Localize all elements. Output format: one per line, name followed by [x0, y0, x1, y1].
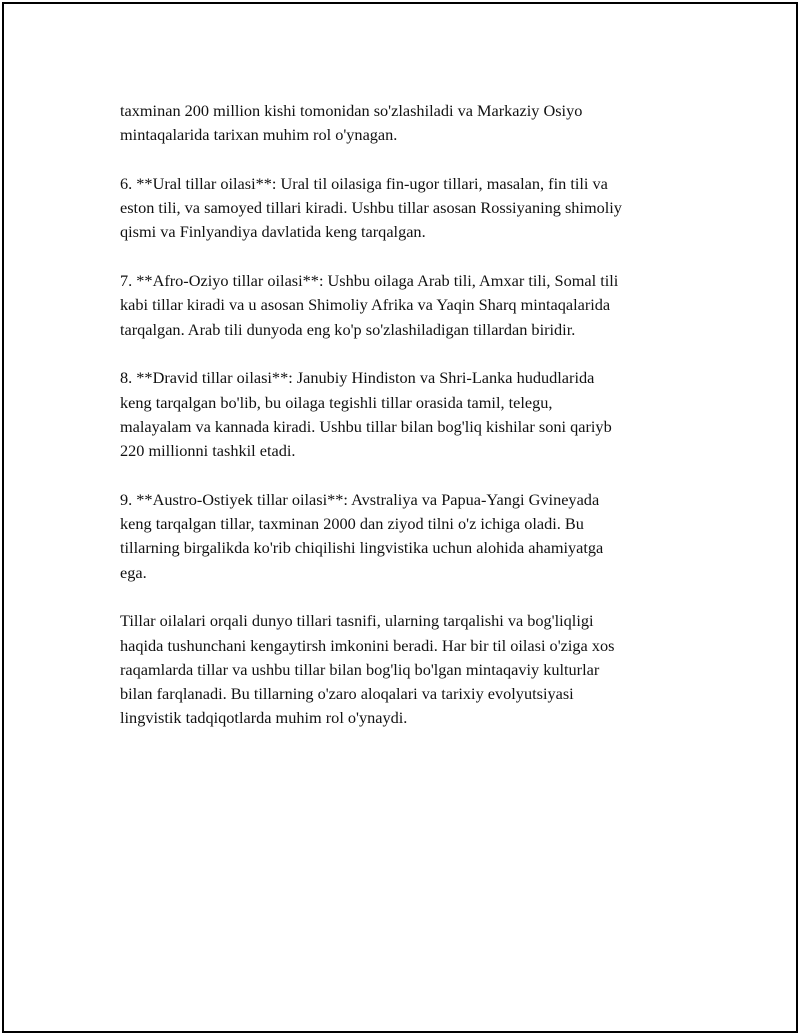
- paragraph-afro-asiatic-family: 7. **Afro-Oziyo tillar oilasi**: Ushbu oilaga Arab tili, Amxar tili, Somal tili kabi tillar kiradi va u asosan Shimoliy Afrika va Yaqin Sharq mintaqalarida tarqalgan. Arab tili dunyoda eng ko'p so'zlashiladigan tillardan biridir.: [120, 271, 619, 339]
- paragraph-intro-continuation: taxminan 200 million kishi tomonidan so'zlashiladi va Markaziy Osiyo mintaqalarida tarixan muhim rol o'ynagan.: [120, 101, 583, 145]
- paragraph-ural-family: 6. **Ural tillar oilasi**: Ural til oilasiga fin-ugor tillari, masalan, fin tili va eston tili, va samoyed tillari kiradi. Ushbu tillar asosan Rossiyaning shimoliy qismi va Finlyandiya davlatida keng tarqalgan.: [120, 173, 622, 242]
- paragraph-dravidian-family: 8. **Dravid tillar oilasi**: Janubiy Hindiston va Shri-Lanka hududlarida keng tarqalgan bo'lib, bu oilaga tegishli tillar orasida tamil, telegu, malayalam va kannada kiradi. Ushbu tillar bilan bog'liq kishilar soni qariyb 220 millionni tashkil etadi.: [120, 368, 612, 461]
- document-body: [120, 99, 690, 755]
- paragraph-conclusion: Tillar oilalari orqali dunyo tillari tasnifi, ularning tarqalishi va bog'liqligi haqida tushunchani kengaytirsh imkonini beradi. Har bir til oilasi o'ziga xos raqamlarda tillar va ushbu tillar bilan bog'liq bo'lgan mintaqaviy kulturlar bilan farqlanadi. Bu tillarning o'zaro aloqalari va tarixiy evolyutsiyasi lingvistik tadqiqotlarda muhim rol o'ynaydi.: [120, 611, 615, 728]
- paragraph-austro-family: 9. **Austro-Ostiyek tillar oilasi**: Avstraliya va Papua-Yangi Gvineyada keng tarqalgan tillar, taxminan 2000 dan ziyod tilni o'z ichiga oladi. Bu tillarning birgalikda ko'rib chiqilishi lingvistika uchun alohida ahamiyatga ega.: [120, 489, 604, 582]
- document-page: [2, 2, 798, 1033]
